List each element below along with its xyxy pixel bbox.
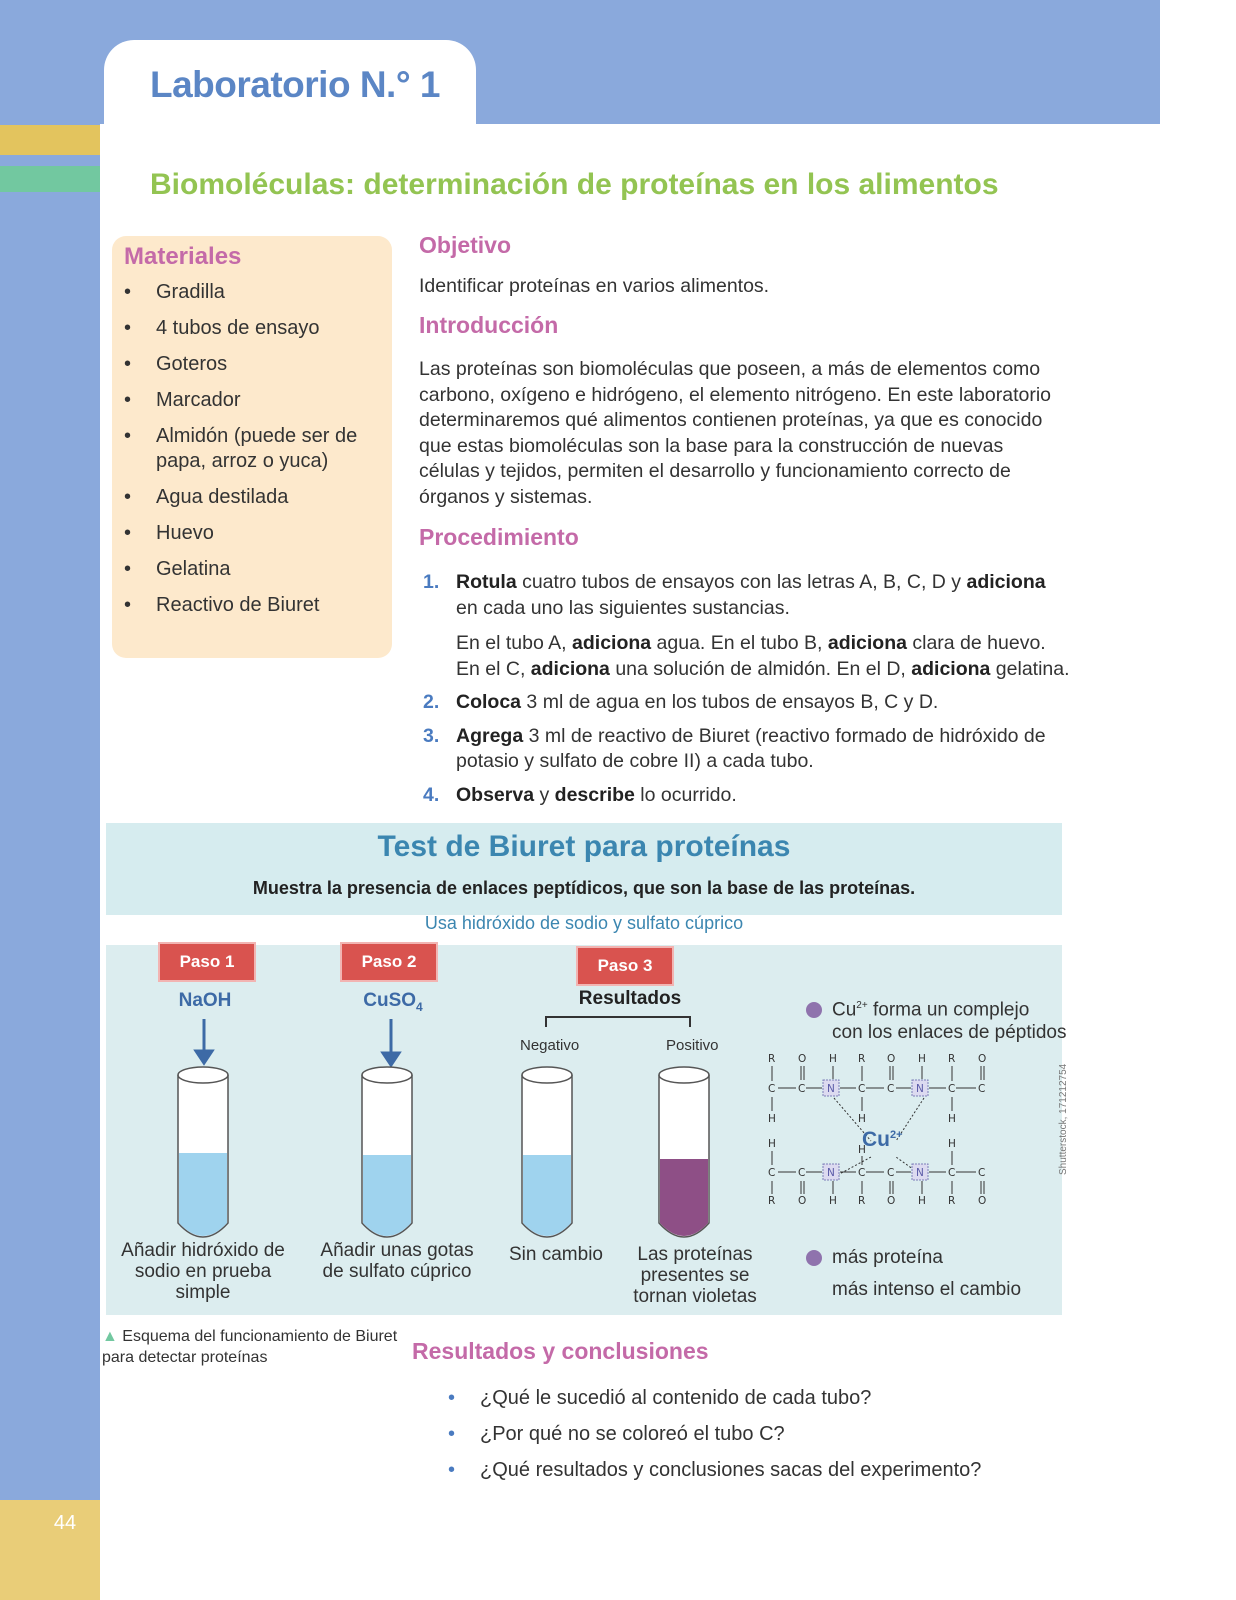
svg-text:O: O <box>978 1195 987 1207</box>
arrow-icon <box>383 1019 399 1065</box>
right-margin <box>1160 0 1236 1600</box>
left-margin-band <box>0 0 100 1600</box>
list-item: • ¿Qué resultados y conclusiones sacas del experimento? <box>448 1457 1068 1483</box>
svg-text:N: N <box>916 1167 924 1179</box>
step-text: y <box>534 783 555 806</box>
figure-subtitle: Muestra la presencia de enlaces peptídicos, que son la base de las proteínas. <box>252 878 916 898</box>
step-text: 3 ml de reactivo de Biuret (reactivo formado de hidróxido de potasio y sulfato de cobre II) a cada tubo. <box>456 724 1046 772</box>
procedure-steps <box>420 570 1070 816</box>
svg-text:H: H <box>829 1195 837 1207</box>
svg-text:N: N <box>827 1083 835 1095</box>
arrow-icon <box>196 1019 212 1063</box>
step-number: 4. <box>423 783 440 806</box>
svg-text:R: R <box>858 1053 866 1065</box>
list-item: • Huevo <box>118 521 388 546</box>
svg-text:O: O <box>798 1053 807 1065</box>
results-bracket <box>546 1017 690 1027</box>
paso-3-label: Paso 3 <box>576 946 674 986</box>
step-text: clara de huevo. En el C, <box>456 632 1046 680</box>
introduction-title: Introducción <box>419 312 559 338</box>
green-stripe <box>0 166 100 192</box>
test-tube-1 <box>178 1067 228 1237</box>
materials-title: Materiales <box>124 243 242 270</box>
triangle-icon: ▲ <box>102 1328 118 1345</box>
svg-text:O: O <box>798 1195 807 1207</box>
list-item: • ¿Qué le sucedió al contenido de cada tubo? <box>448 1385 1068 1411</box>
list-item: • ¿Por qué no se coloreó el tubo C? <box>448 1421 1068 1447</box>
bullet-dot-icon <box>806 1250 822 1266</box>
step-number: 2. <box>423 691 440 713</box>
page-number: 44 <box>53 1512 77 1534</box>
step-text: 3 ml de agua en los tubos de ensayos B, C y D. <box>521 691 939 713</box>
step-verb: Coloca <box>456 691 522 713</box>
step-verb: Rotula <box>456 571 517 593</box>
svg-text:R: R <box>768 1195 776 1207</box>
list-item: • Agua destilada <box>118 485 388 510</box>
copper-note-charge: 2+ <box>856 1000 868 1011</box>
svg-text:H: H <box>948 1138 956 1150</box>
svg-text:C: C <box>798 1167 806 1179</box>
procedure-title: Procedimiento <box>419 524 579 550</box>
step-text: gelatina. <box>990 657 1070 680</box>
step-verb: Agrega <box>456 724 524 747</box>
svg-text:H: H <box>948 1113 956 1125</box>
procedure-step-4 <box>420 783 1070 809</box>
svg-text:N: N <box>827 1167 835 1179</box>
svg-text:H: H <box>768 1138 776 1150</box>
svg-text:N: N <box>916 1083 924 1095</box>
svg-text:R: R <box>768 1053 776 1065</box>
copper-complex-note-line2: con los enlaces de péptidos <box>832 1022 1067 1043</box>
svg-text:C: C <box>978 1083 986 1095</box>
svg-text:H: H <box>768 1113 776 1125</box>
step-1-detail <box>456 631 1070 682</box>
introduction-text: Las proteínas son biomoléculas que poseen, a más de elementos como carbono, oxígeno e hidrógeno, el elemento nitrógeno. En este laboratorio determinaremos qué alimentos contienen proteínas, ya que es conocido que estas biomoléculas son la base para la construcción de nuevas células y tejidos, permiten el desarrollo y funcionamiento correcto de órganos y sistemas. <box>419 358 1052 508</box>
svg-text:R: R <box>948 1053 956 1065</box>
svg-text:R: R <box>948 1195 956 1207</box>
svg-text:C: C <box>798 1083 806 1095</box>
step-text: una solución de almidón. En el D, <box>609 657 912 680</box>
negativo-label: Negativo <box>520 1037 580 1054</box>
step-text: agua. En el tubo B, <box>651 632 828 654</box>
copper-complex-note <box>806 994 1056 1022</box>
svg-text:H: H <box>829 1053 837 1065</box>
svg-text:C: C <box>978 1167 986 1179</box>
tube-1-caption: Añadir hidróxido de sodio en prueba simple <box>121 1240 285 1303</box>
step-number: 3. <box>423 724 440 747</box>
step-verb: adiciona <box>572 632 652 654</box>
step-verb: adiciona <box>530 657 610 680</box>
figure-subtitle-2: Usa hidróxido de sodio y sulfato cúprico <box>424 913 744 933</box>
svg-text:C: C <box>887 1167 895 1179</box>
list-item: • Reactivo de Biuret <box>118 593 388 618</box>
svg-text:C: C <box>858 1083 866 1095</box>
svg-text:C: C <box>948 1167 956 1179</box>
copper-symbol: Cu <box>862 1128 890 1151</box>
svg-text:O: O <box>978 1053 987 1065</box>
figure-title: Test de Biuret para proteínas <box>377 830 791 863</box>
list-item: • Gelatina <box>118 557 388 582</box>
step-verb: adiciona <box>911 657 991 680</box>
list-item: • Marcador <box>118 388 388 413</box>
tube-positive-caption: Las proteínas presentes se tornan violetas <box>633 1244 757 1307</box>
objective-text: Identificar proteínas en varios alimentos. <box>419 275 770 297</box>
test-tube-2 <box>362 1067 412 1237</box>
yellow-stripe <box>0 125 100 155</box>
list-item: • Goteros <box>118 352 388 377</box>
procedure-step-1 <box>420 570 1070 682</box>
cuso4-base: CuSO <box>363 990 417 1011</box>
svg-text:H: H <box>918 1053 926 1065</box>
step-verb: adiciona <box>966 571 1046 593</box>
copper-ion-label <box>862 1128 903 1152</box>
svg-text:R: R <box>858 1195 866 1207</box>
svg-text:C: C <box>948 1083 956 1095</box>
svg-text:H: H <box>858 1113 866 1125</box>
svg-text:O: O <box>887 1053 896 1065</box>
step-text: En el tubo A, <box>456 632 573 654</box>
svg-text:C: C <box>858 1167 866 1179</box>
list-item: • Gradilla <box>118 280 388 305</box>
step-verb: adiciona <box>827 632 907 654</box>
svg-text:H: H <box>858 1144 866 1156</box>
bullet-dot-icon <box>806 1002 822 1018</box>
copper-note-symbol: Cu <box>832 999 857 1021</box>
procedure-step-3 <box>420 724 1070 775</box>
step-verb: Observa <box>456 783 535 806</box>
objective-title: Objetivo <box>419 232 512 258</box>
lab-title: Laboratorio N.° 1 <box>150 64 440 105</box>
copper-charge: 2+ <box>890 1129 903 1141</box>
image-credit: Shutterstock, 171212754 <box>1058 1063 1069 1175</box>
figure-caption-text: Esquema del funcionamiento de Biuret para detectar proteínas <box>102 1328 398 1366</box>
test-tube-negative <box>522 1067 572 1237</box>
tube-negative-caption: Sin cambio <box>509 1244 603 1265</box>
materials-list <box>118 280 388 629</box>
step-number: 1. <box>423 571 440 593</box>
step-text: cuatro tubos de ensayos con las letras A, B, C, D y <box>516 571 967 593</box>
step-text: en cada uno las siguientes sustancias. <box>456 596 790 619</box>
lab-subtitle: Biomoléculas: determinación de proteínas en los alimentos <box>150 168 999 201</box>
test-tube-positive <box>659 1067 709 1237</box>
paso-2-label: Paso 2 <box>340 942 438 982</box>
figure-caption <box>102 1326 402 1368</box>
svg-text:O: O <box>887 1195 896 1207</box>
svg-text:C: C <box>768 1167 776 1179</box>
positivo-label: Positivo <box>666 1037 719 1054</box>
cuso4-subscript: 4 <box>416 999 423 1014</box>
svg-text:H: H <box>918 1195 926 1207</box>
resultados-label: Resultados <box>578 988 682 1009</box>
naoh-label: NaOH <box>178 990 232 1011</box>
list-item: • Almidón (puede ser de papa, arroz o yuca) <box>118 424 388 474</box>
more-protein-text: más proteína <box>832 1247 943 1268</box>
results-questions <box>448 1385 1068 1493</box>
step-text: lo ocurrido. <box>634 783 737 806</box>
more-intense-note: más intenso el cambio <box>832 1279 1022 1300</box>
svg-text:C: C <box>887 1083 895 1095</box>
step-verb: describe <box>554 783 635 806</box>
tube-2-caption: Añadir unas gotas de sulfato cúprico <box>320 1240 474 1282</box>
list-item: • 4 tubos de ensayo <box>118 316 388 341</box>
more-protein-note <box>806 1246 943 1270</box>
paso-1-label: Paso 1 <box>158 942 256 982</box>
copper-note-text: forma un complejo <box>867 999 1030 1021</box>
results-title: Resultados y conclusiones <box>412 1338 709 1364</box>
procedure-step-2 <box>420 690 1070 716</box>
svg-text:C: C <box>768 1083 776 1095</box>
